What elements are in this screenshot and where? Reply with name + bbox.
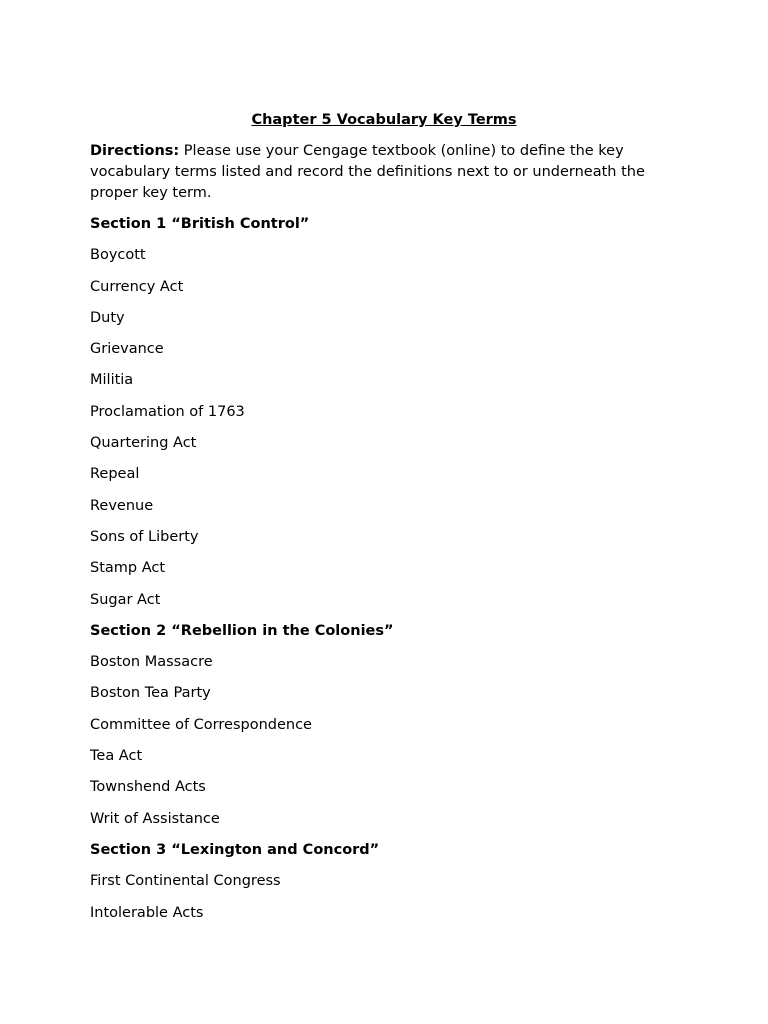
term-item: Currency Act	[90, 278, 184, 295]
directions-text: Please use your Cengage textbook (online) to define the key vocabulary terms listed and record the definitions next to or underneath the proper key term.	[90, 143, 645, 201]
section-heading-3: Section 3 “Lexington and Concord”	[90, 841, 380, 858]
term-item: Revenue	[90, 497, 154, 514]
term-item: Quartering Act	[90, 435, 197, 452]
term-item: Militia	[90, 372, 134, 389]
term-item: Stamp Act	[90, 560, 166, 577]
term-item: Proclamation of 1763	[90, 403, 245, 420]
term-item: Sugar Act	[90, 591, 161, 608]
term-item: Duty	[90, 309, 125, 326]
term-item: Boston Massacre	[90, 654, 213, 671]
section-heading-2: Section 2 “Rebellion in the Colonies”	[90, 622, 394, 639]
term-item: Tea Act	[90, 748, 143, 765]
vocabulary-list	[90, 214, 690, 934]
term-item: First Continental Congress	[90, 873, 281, 890]
term-item: Boycott	[90, 247, 146, 264]
directions-label: Directions:	[90, 143, 180, 159]
term-item: Boston Tea Party	[90, 685, 211, 702]
page-title: Chapter 5 Vocabulary Key Terms	[251, 112, 517, 128]
term-item: Sons of Liberty	[90, 528, 199, 545]
term-item: Grievance	[90, 341, 164, 358]
term-item: Repeal	[90, 466, 140, 483]
term-item: Intolerable Acts	[90, 904, 204, 921]
term-item: Writ of Assistance	[90, 810, 220, 827]
term-item: Committee of Correspondence	[90, 716, 312, 733]
term-item: Townshend Acts	[90, 779, 206, 796]
section-heading-1: Section 1 “British Control”	[90, 216, 310, 232]
directions-paragraph	[90, 141, 690, 204]
